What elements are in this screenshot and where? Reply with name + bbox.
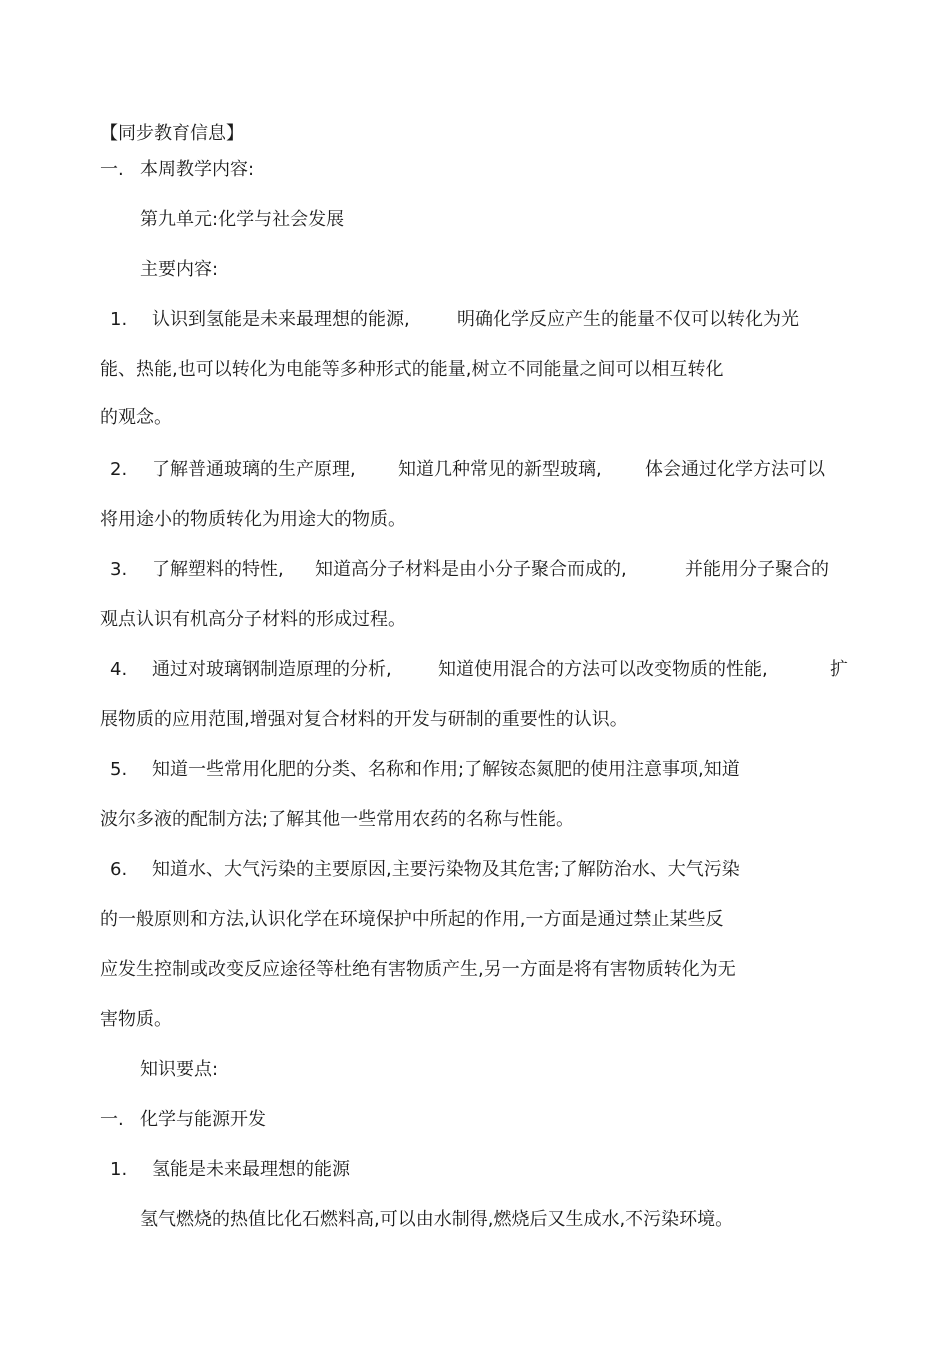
item-text: 知道水、大气污染的主要原因,主要污染物及其危害;了解防治水、大气污染 bbox=[152, 859, 740, 880]
item-text: 知道几种常见的新型玻璃, bbox=[398, 459, 602, 480]
item-text: 的观念。 bbox=[100, 407, 172, 428]
item-text: 波尔多液的配制方法;了解其他一些常用农药的名称与性能。 bbox=[100, 809, 575, 830]
item-number: 1. bbox=[110, 309, 128, 330]
knowledge-label: 知识要点: bbox=[140, 1059, 219, 1080]
unit-title: 第九单元:化学与社会发展 bbox=[140, 209, 345, 230]
header-title: 【同步教育信息】 bbox=[100, 123, 244, 144]
body-text: 氢气燃烧的热值比化石燃料高,可以由水制得,燃烧后又生成水,不污染环境。 bbox=[140, 1209, 734, 1230]
item-number: 6. bbox=[110, 859, 128, 880]
item-text: 能、热能,也可以转化为电能等多种形式的能量,树立不同能量之间可以相互转化 bbox=[100, 359, 724, 380]
item-number: 2. bbox=[110, 459, 128, 480]
item-number: 4. bbox=[110, 659, 128, 680]
item-text: 的一般原则和方法,认识化学在环境保护中所起的作用,一方面是通过禁止某些反 bbox=[100, 909, 724, 930]
item-number: 3. bbox=[110, 559, 128, 580]
section-marker: 一. bbox=[100, 1109, 124, 1130]
item-text: 明确化学反应产生的能量不仅可以转化为光 bbox=[457, 309, 799, 330]
section-title: 化学与能源开发 bbox=[140, 1109, 266, 1130]
item-text: 应发生控制或改变反应途径等杜绝有害物质产生,另一方面是将有害物质转化为无 bbox=[100, 959, 736, 980]
item-text: 认识到氢能是未来最理想的能源, bbox=[152, 309, 410, 330]
item-text: 将用途小的物质转化为用途大的物质。 bbox=[100, 509, 406, 530]
item-text: 知道一些常用化肥的分类、名称和作用;了解铵态氮肥的使用注意事项,知道 bbox=[152, 759, 740, 780]
main-content-label: 主要内容: bbox=[140, 259, 219, 280]
item-text: 展物质的应用范围,增强对复合材料的开发与研制的重要性的认识。 bbox=[100, 709, 628, 730]
item-text: 害物质。 bbox=[100, 1009, 172, 1030]
item-text: 了解塑料的特性, bbox=[152, 559, 284, 580]
item-text: 知道使用混合的方法可以改变物质的性能, bbox=[438, 659, 768, 680]
item-text: 通过对玻璃钢制造原理的分析, bbox=[152, 659, 392, 680]
item-text: 扩 bbox=[830, 659, 848, 680]
section-marker: 一. bbox=[100, 159, 124, 180]
item-text: 体会通过化学方法可以 bbox=[645, 459, 825, 480]
item-text: 知道高分子材料是由小分子聚合而成的, bbox=[315, 559, 627, 580]
subsection-title: 氢能是未来最理想的能源 bbox=[152, 1159, 350, 1180]
item-text: 并能用分子聚合的 bbox=[685, 559, 829, 580]
section-title: 本周教学内容: bbox=[140, 159, 255, 180]
item-text: 观点认识有机高分子材料的形成过程。 bbox=[100, 609, 406, 630]
item-text: 了解普通玻璃的生产原理, bbox=[152, 459, 356, 480]
subsection-number: 1. bbox=[110, 1159, 128, 1180]
item-number: 5. bbox=[110, 759, 128, 780]
